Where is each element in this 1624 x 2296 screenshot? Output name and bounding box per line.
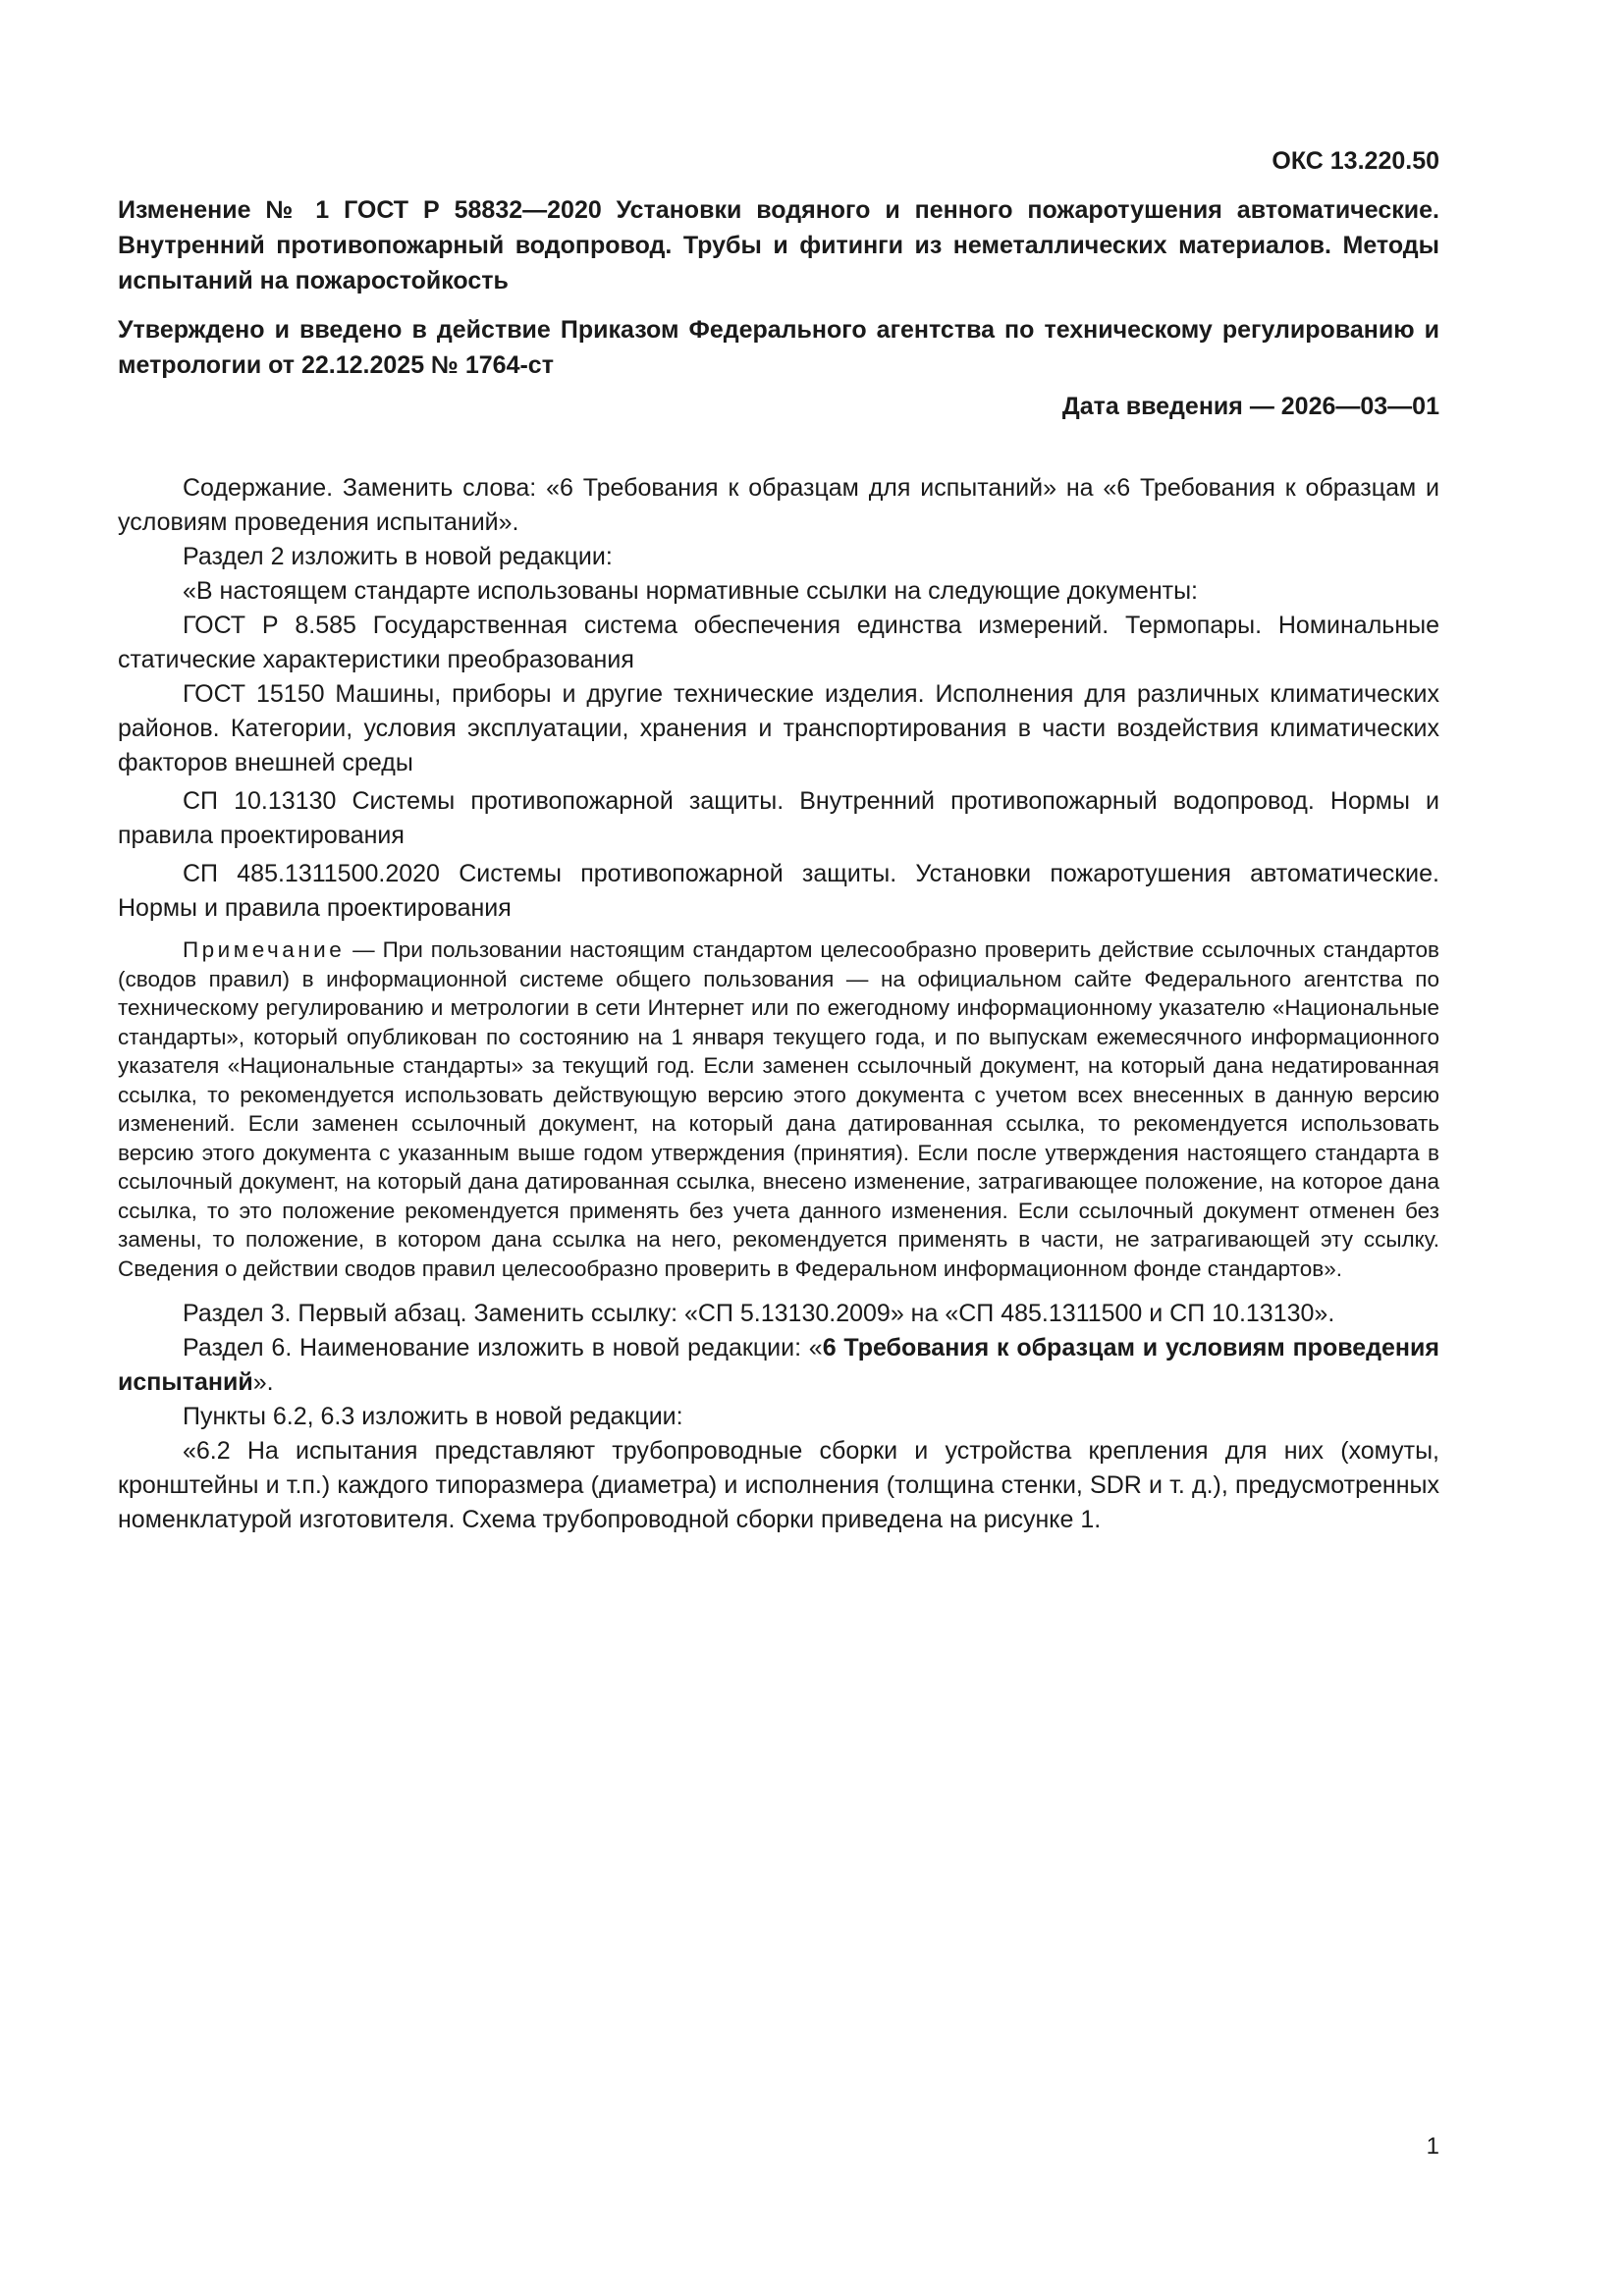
page-number: 1 bbox=[1426, 2133, 1439, 2160]
note-text: — При пользовании настоящим стандартом целесообразно проверить действие ссылочных стандартов (сводов правил) в информационной системе общего пользования — на официальном сайте Федерального агентства по техническому регулированию и метрологии в сети Интернет или по ежегодному информационному указателю «Национальные стандарты», который опубликован по состоянию на 1 января текущего года, и по выпускам ежемесячного информационного указателя «Национальные стандарты» за текущий год. Если заменен ссылочный документ, на который дана недатированная ссылка, то рекомендуется использовать действующую версию этого документа с учетом всех внесенных в данную версию изменений. Если заменен ссылочный документ, на который дана датированная ссылка, то рекомендуется использовать версию этого документа с указанным выше годом утверждения (принятия). Если после утверждения настоящего стандарта в ссылочный документ, на который дана датированная ссылка, внесено изменение, затрагивающее положение, на которое дана ссылка, то это положение рекомендуется применять без учета данного изменения. Если ссылочный документ отменен без замены, то положение, в котором дана ссылка на него, рекомендуется применять в части, не затрагивающей эту ссылку. Сведения о действии сводов правил целесообразно проверить в Федеральном информационном фонде стандартов». bbox=[118, 937, 1439, 1281]
reference-gost-15150: ГОСТ 15150 Машины, приборы и другие технические изделия. Исполнения для различных климатических районов. Категории, условия эксплуатации, хранения и транспортирования в части воздействия климатических факторов внешней среды bbox=[118, 680, 1439, 776]
paragraph-6-2: «6.2 На испытания представляют трубопроводные сборки и устройства крепления для них (хомуты, кронштейны и т.п.) каждого типоразмера (диаметра) и исполнения (толщина стенки, SDR и т. д.), предусмотренных номенклатурой изготовителя. Схема трубопроводной сборки приведена на рисунке 1. bbox=[118, 1437, 1439, 1533]
note-label: Примечание bbox=[183, 937, 346, 962]
paragraph-contents: Содержание. Заменить слова: «6 Требования к образцам для испытаний» на «6 Требования к образцам и условиям проведения испытаний». bbox=[118, 474, 1439, 536]
oks-code: ОКС 13.220.50 bbox=[1272, 147, 1439, 175]
paragraph-references-intro: «В настоящем стандарте использованы нормативные ссылки на следующие документы: bbox=[183, 577, 1198, 605]
paragraph-section-6 bbox=[118, 1331, 1439, 1400]
document-page bbox=[118, 0, 1439, 2296]
reference-sp-485: СП 485.1311500.2020 Системы противопожарной защиты. Установки пожаротушения автоматические. Нормы и правила проектирования bbox=[118, 860, 1439, 922]
effective-date: Дата введения — 2026—03—01 bbox=[1061, 393, 1439, 420]
paragraph-section-2: Раздел 2 изложить в новой редакции: bbox=[183, 543, 613, 570]
note-paragraph bbox=[118, 935, 1439, 1283]
section-6-text-end: ». bbox=[252, 1368, 274, 1396]
approval-statement: Утверждено и введено в действие Приказом Федерального агентства по техническому регулированию и метрологии от 22.12.2025 № 1764-ст bbox=[118, 316, 1439, 379]
paragraph-items-6-2-6-3: Пункты 6.2, 6.3 изложить в новой редакции: bbox=[183, 1403, 683, 1430]
section-6-text-start: Раздел 6. Наименование изложить в новой редакции: « bbox=[183, 1334, 823, 1362]
reference-gost-8585: ГОСТ Р 8.585 Государственная система обеспечения единства измерений. Термопары. Номинальные статические характеристики преобразования bbox=[118, 612, 1439, 673]
document-body bbox=[118, 471, 1439, 1537]
reference-sp-10-13130: СП 10.13130 Системы противопожарной защиты. Внутренний противопожарный водопровод. Нормы и правила проектирования bbox=[118, 787, 1439, 849]
document-title: Изменение № 1 ГОСТ Р 58832—2020 Установки водяного и пенного пожаротушения автоматические. Внутренний противопожарный водопровод. Трубы и фитинги из неметаллических материалов. Методы испытаний на пожаростойкость bbox=[118, 196, 1439, 294]
section-6-new-title: 6 Требования к образцам и условиям проведения испытаний bbox=[118, 1334, 1439, 1396]
paragraph-section-3: Раздел 3. Первый абзац. Заменить ссылку: «СП 5.13130.2009» на «СП 485.1311500 и СП 10.13130». bbox=[183, 1300, 1335, 1327]
